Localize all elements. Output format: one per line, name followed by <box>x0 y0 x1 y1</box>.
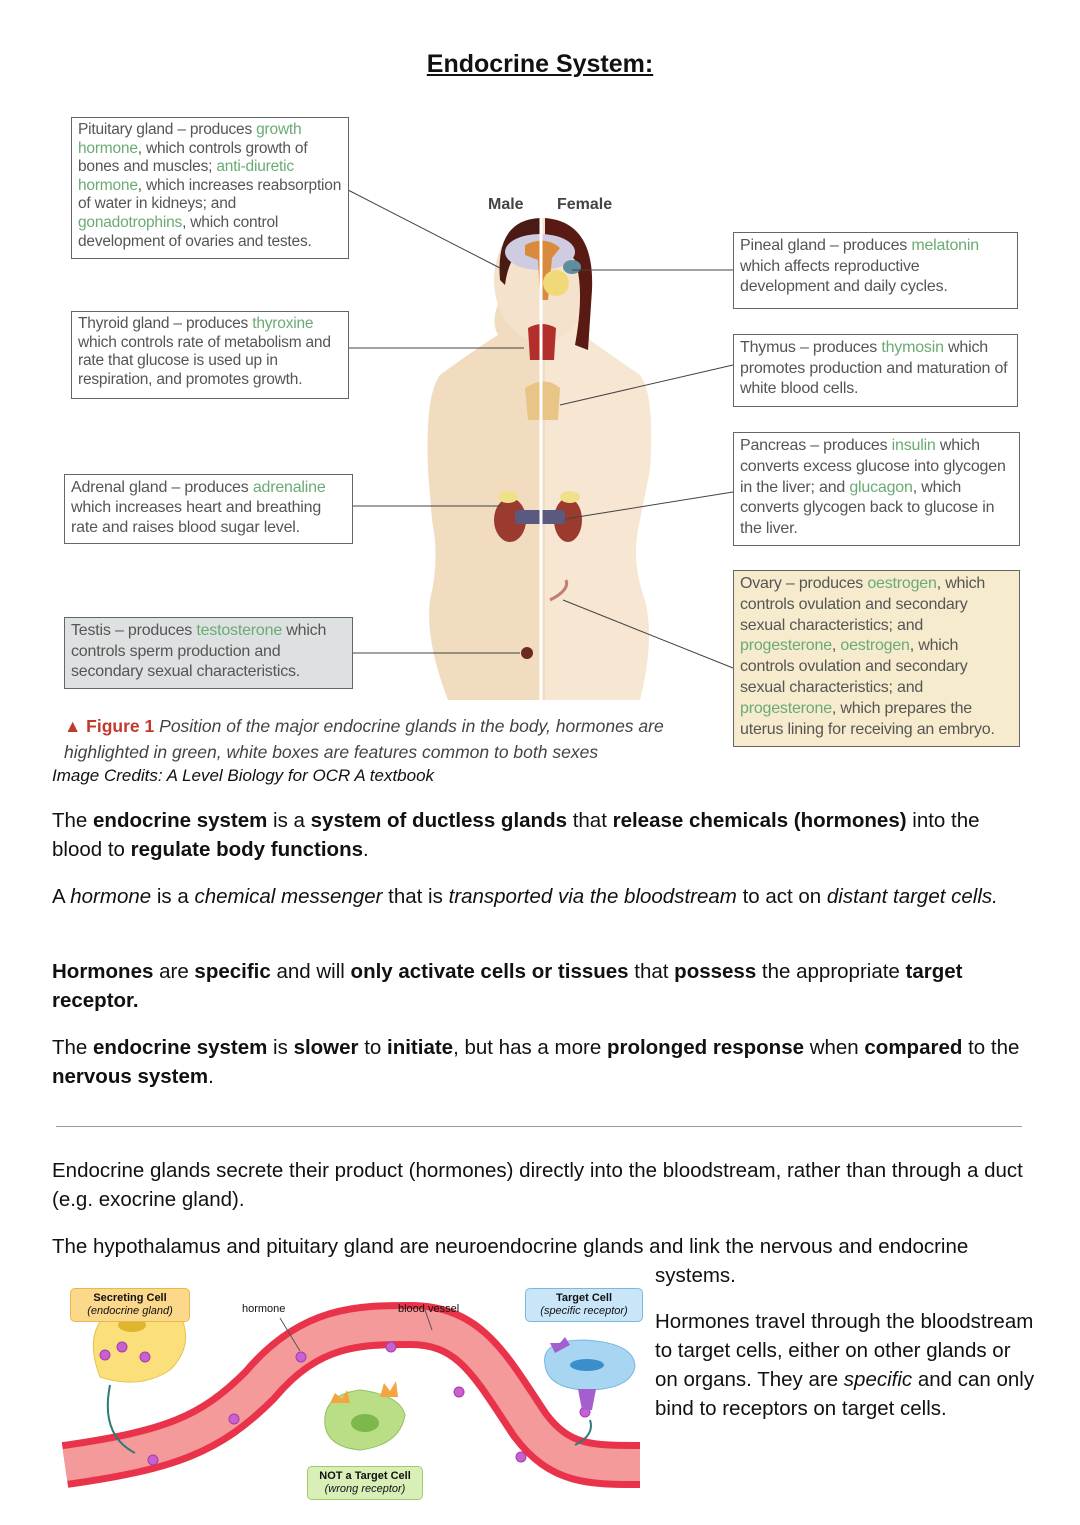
pineal-box <box>733 232 1018 309</box>
thyroid-box <box>71 311 349 399</box>
hormone-name: oestrogen <box>840 637 910 655</box>
not-target-subtitle: (wrong receptor) <box>324 1483 406 1495</box>
female-label: Female <box>557 196 613 213</box>
text-segment: , which controls ovulation and secondary sexual characteristics; and <box>740 637 968 696</box>
hormone-name: progesterone <box>740 699 832 717</box>
text-segment: . <box>363 838 369 861</box>
text-segment: endocrine system <box>93 1036 268 1059</box>
paragraph-hypothalamus-end <box>655 1261 1035 1290</box>
text-segment: Pituitary gland – produces <box>78 121 257 138</box>
text-segment: Pineal gland – produces <box>740 237 912 254</box>
pancreas-box <box>733 432 1020 546</box>
paragraph-travel <box>655 1307 1035 1423</box>
secreting-cell-title: Secreting Cell <box>93 1292 167 1304</box>
divider <box>56 1126 1022 1127</box>
not-target-bold: NOT <box>319 1470 343 1482</box>
text-segment: A <box>52 885 71 908</box>
text-segment: only activate cells or tissues <box>350 960 629 983</box>
text-segment: the appropriate <box>756 960 906 983</box>
text-segment: . <box>208 1065 214 1088</box>
text-segment: specific <box>843 1368 913 1391</box>
hormone-name: thymosin <box>881 339 944 356</box>
text-segment: which increases heart and breathing rate and raises blood sugar level. <box>71 499 322 536</box>
male-label: Male <box>488 196 524 213</box>
hormone-name: gonadotrophins <box>78 213 183 231</box>
text-segment: Pancreas – produces <box>740 437 892 454</box>
text-segment: , <box>831 637 841 655</box>
target-cell-label <box>525 1288 643 1322</box>
blood-vessel-label: blood vessel <box>398 1303 460 1315</box>
text-segment: , which converts glycogen back to glucose in the liver. <box>740 478 995 538</box>
figure-number: ▲ Figure 1 <box>64 716 155 736</box>
paragraph-specific <box>52 957 1032 1015</box>
hormone-name: anti-diuretic hormone <box>78 158 294 194</box>
text-segment: to the <box>962 1036 1020 1059</box>
target-cell-title: Target Cell <box>555 1292 613 1304</box>
text-segment: which affects reproductive development and daily cycles. <box>740 257 948 295</box>
not-target-rest: a Target Cell <box>342 1470 411 1482</box>
text-segment: Thyroid gland – produces <box>78 315 253 332</box>
ovary-box <box>733 570 1020 747</box>
paragraph-glands <box>52 1156 1032 1214</box>
text-segment: that <box>567 809 613 832</box>
text-segment: endocrine system <box>93 809 268 832</box>
text-segment: , which controls ovulation and secondary sexual characteristics; and <box>740 575 986 634</box>
text-segment: Testis – produces <box>71 622 197 639</box>
text-segment: which converts excess glucose into glycogen in the liver; and <box>740 437 1006 496</box>
text-segment: which controls sperm production and secondary sexual characteristics. <box>71 622 327 680</box>
text-segment: and will <box>270 960 351 983</box>
secreting-cell-subtitle: (endocrine gland) <box>87 1305 173 1317</box>
thymus-box <box>733 334 1018 407</box>
text-segment: prolonged response <box>606 1036 804 1059</box>
hormone-name: glucagon <box>849 478 913 496</box>
text-segment: , but has a more <box>453 1036 607 1059</box>
text-segment: The <box>52 809 94 832</box>
text-segment: distant target cells. <box>826 885 998 908</box>
text-segment: regulate body functions <box>130 838 364 861</box>
hormone-name: oestrogen <box>867 575 937 592</box>
text-segment: system of ductless glands <box>310 809 567 832</box>
text-segment: when <box>804 1036 865 1059</box>
text-segment: Thymus – produces <box>740 339 882 356</box>
paragraph-definition <box>52 806 1032 864</box>
hormone-name: melatonin <box>911 237 979 254</box>
hormone-label: hormone <box>242 1303 286 1315</box>
hormone-name: insulin <box>891 437 936 454</box>
hormone-name: adrenaline <box>252 479 326 496</box>
text-segment: , which prepares the uterus lining for receiving an embryo. <box>740 699 995 738</box>
text-segment: systems. <box>655 1264 736 1287</box>
text-segment: , which control development of ovaries and testes. <box>78 213 312 250</box>
text-segment: nervous system <box>52 1065 209 1088</box>
text-segment: Ovary – produces <box>740 575 868 592</box>
text-segment: Hormones <box>52 960 154 983</box>
page-title: Endocrine System: <box>426 50 654 78</box>
image-credits: Image Credits: A Level Biology for OCR A textbook <box>52 766 435 785</box>
text-segment: Hormones travel through the bloodstream to target cells, either on other glands or on organs. They are <box>655 1310 1034 1391</box>
testis-box <box>64 617 353 689</box>
text-segment: are <box>153 960 195 983</box>
paragraph-hormone <box>52 882 1032 911</box>
body-silhouette <box>428 218 652 700</box>
pituitary-box <box>71 117 349 259</box>
hormone-name: progesterone <box>740 637 832 655</box>
hormone-name: thyroxine <box>252 315 314 332</box>
target-cell-subtitle: (specific receptor) <box>540 1305 628 1317</box>
paragraph-comparison <box>52 1033 1032 1091</box>
figure-caption <box>64 713 664 765</box>
text-segment: The <box>52 1036 94 1059</box>
non-target-cell-label <box>307 1466 423 1500</box>
text-segment: possess <box>674 960 757 983</box>
text-segment: The hypothalamus and pituitary gland are neuroendocrine glands and link the nervous and endocrine <box>52 1235 969 1258</box>
text-segment: to act on <box>736 885 827 908</box>
text-segment: specific <box>194 960 271 983</box>
adrenal-box <box>64 474 353 544</box>
text-segment: is a <box>267 809 311 832</box>
text-segment: release chemicals (hormones) <box>612 809 907 832</box>
text-segment: , which increases reabsorption of water in kidneys; and <box>78 176 342 213</box>
text-segment: that is <box>382 885 449 908</box>
text-segment: hormone <box>70 885 152 908</box>
text-segment: initiate <box>387 1036 454 1059</box>
text-segment: and can only bind to receptors on target cells. <box>655 1368 1035 1420</box>
text-segment: into the blood to <box>52 809 980 861</box>
text-segment: Adrenal gland – produces <box>71 479 253 496</box>
text-segment: which promotes production and maturation of white blood cells. <box>740 339 1008 397</box>
text-segment: to <box>358 1036 388 1059</box>
text-segment: Endocrine glands secrete their product (hormones) directly into the bloodstream, rather than through a duct (e.g. exocrine gland). <box>52 1159 1023 1211</box>
secreting-cell-label <box>70 1288 190 1322</box>
text-segment: slower <box>293 1036 359 1059</box>
text-segment: chemical messenger <box>194 885 383 908</box>
text-segment: is <box>267 1036 294 1059</box>
text-segment: which controls rate of metabolism and rate that glucose is used up in respiration, and promotes growth. <box>78 333 331 388</box>
text-segment: , which controls growth of bones and muscles; <box>78 139 308 176</box>
caption-text: Position of the major endocrine glands in the body, hormones are highlighted in green, white boxes are features common to both sexes <box>64 716 664 762</box>
text-segment: that <box>628 960 675 983</box>
text-segment: transported via the bloodstream <box>448 885 737 908</box>
text-segment: is a <box>151 885 195 908</box>
text-segment: target receptor. <box>52 960 963 1012</box>
hormone-name: growth hormone <box>78 121 302 157</box>
hormone-name: testosterone <box>196 622 283 639</box>
text-segment: compared <box>864 1036 963 1059</box>
paragraph-hypothalamus <box>52 1232 1052 1261</box>
